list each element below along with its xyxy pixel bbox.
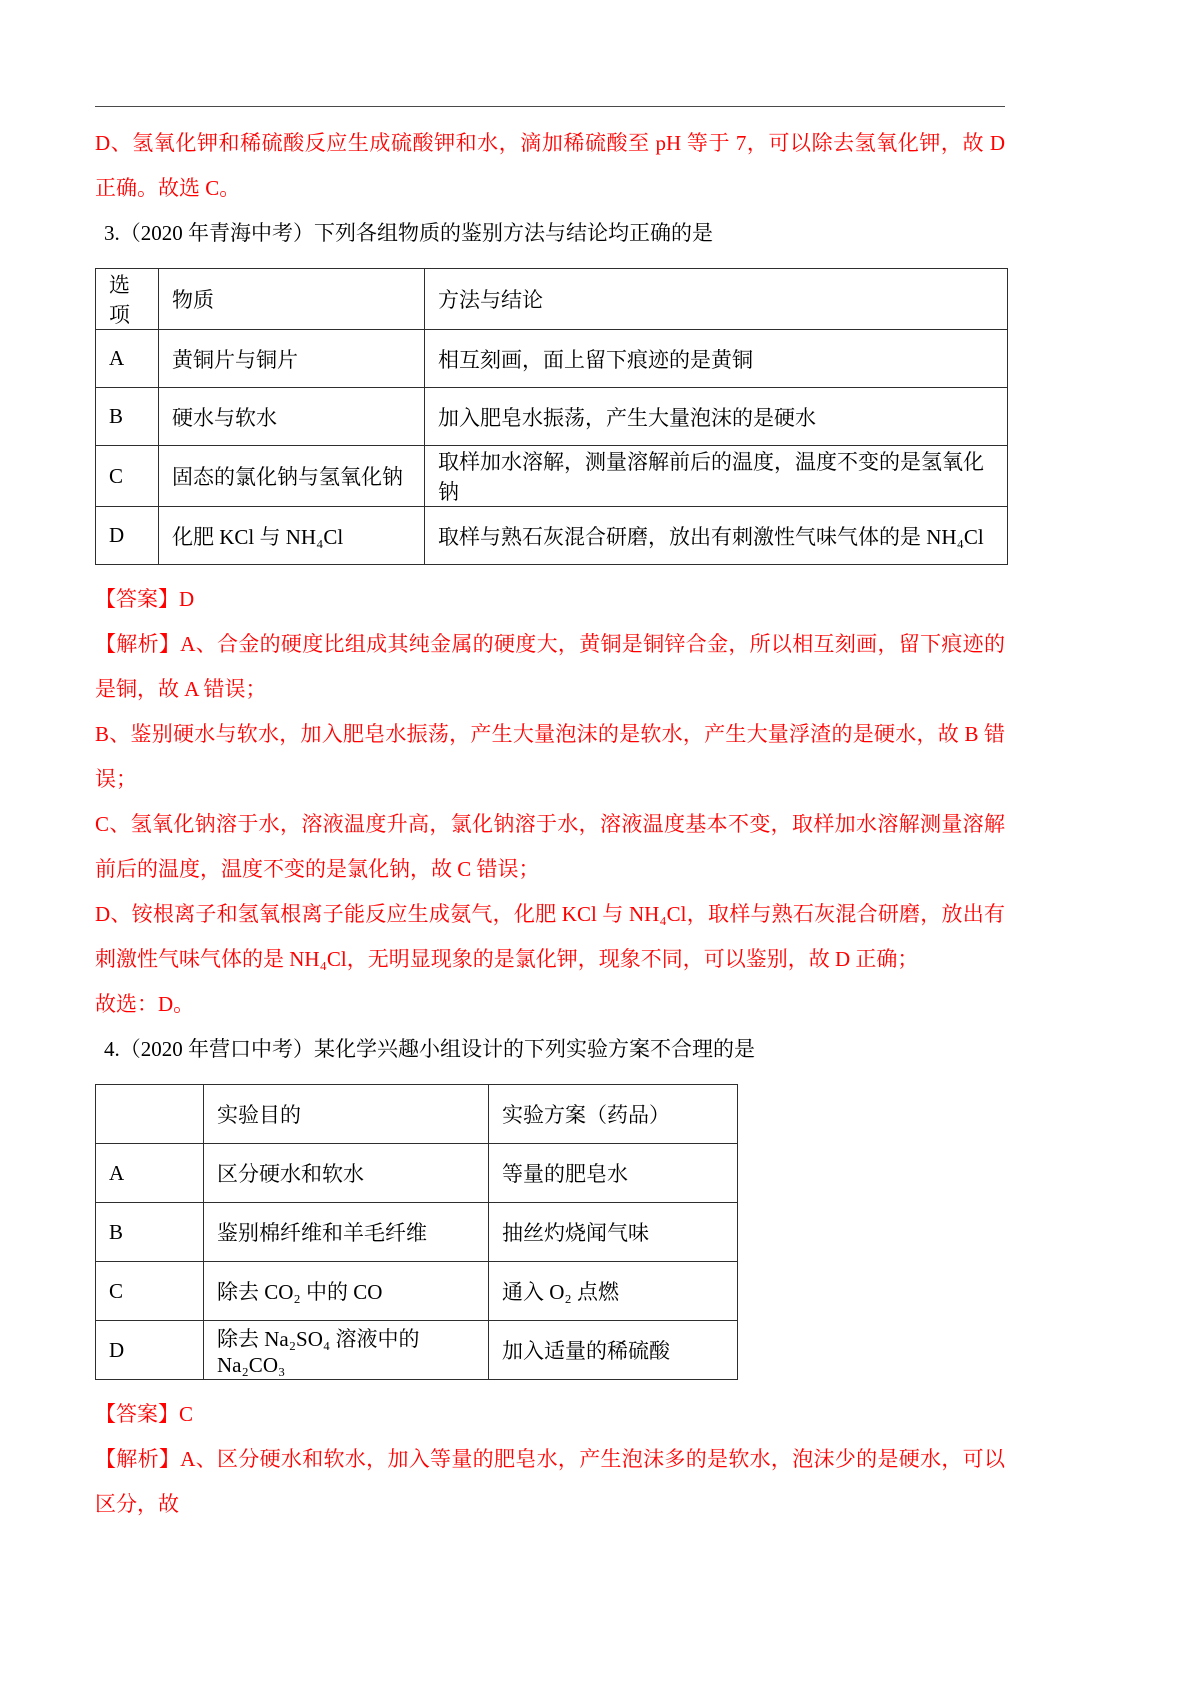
table-row bbox=[96, 1144, 738, 1203]
table-cell: 加入肥皂水振荡，产生大量泡沫的是硬水 bbox=[425, 388, 1008, 446]
q4-answer: 【答案】C bbox=[95, 1402, 194, 1426]
question-4-title: 4.（2020 年营口中考）某化学兴趣小组设计的下列实验方案不合理的是 bbox=[104, 1037, 755, 1061]
table-cell: B bbox=[96, 388, 159, 446]
table-cell: 区分硬水和软水 bbox=[204, 1144, 489, 1203]
table-cell bbox=[96, 1085, 204, 1144]
table-cell: 取样与熟石灰混合研磨，放出有刺激性气味气体的是 NH₄Cl bbox=[425, 507, 1008, 565]
table-row bbox=[96, 507, 1008, 565]
q3-analysis-conclusion: 故选：D。 bbox=[95, 992, 195, 1016]
previous-question-explanation: D、氢氧化钾和稀硫酸反应生成硫酸钾和水，滴加稀硫酸至 pH 等于 7，可以除去氢氧化钾，故 D 正确。故选 C。 bbox=[95, 131, 1005, 200]
table-cell: 鉴别棉纤维和羊毛纤维 bbox=[204, 1203, 489, 1262]
table-cell: 实验目的 bbox=[204, 1085, 489, 1144]
table-cell: 相互刻画，面上留下痕迹的是黄铜 bbox=[425, 330, 1008, 388]
table-cell: A bbox=[96, 330, 159, 388]
table-header-row bbox=[96, 1085, 738, 1144]
table-cell: 固态的氯化钠与氢氧化钠 bbox=[159, 446, 425, 507]
table-cell: 方法与结论 bbox=[425, 269, 1008, 330]
table-row bbox=[96, 1203, 738, 1262]
q3-analysis-line: B、鉴别硬水与软水，加入肥皂水振荡，产生大量泡沫的是软水，产生大量浮渣的是硬水，故 B 错误； bbox=[95, 722, 1005, 791]
table-row bbox=[96, 446, 1008, 507]
table-cell: 取样加水溶解，测量溶解前后的温度，温度不变的是氢氧化钠 bbox=[425, 446, 1008, 507]
table-cell: D bbox=[96, 1321, 204, 1380]
table-cell: A bbox=[96, 1144, 204, 1203]
table-cell: 通入 O₂ 点燃 bbox=[489, 1262, 738, 1321]
question-4-table bbox=[95, 1084, 738, 1380]
table-cell: 实验方案（药品） bbox=[489, 1085, 738, 1144]
table-cell: 加入适量的稀硫酸 bbox=[489, 1321, 738, 1380]
table-cell: 等量的肥皂水 bbox=[489, 1144, 738, 1203]
header-rule bbox=[95, 106, 1005, 107]
table-cell: C bbox=[96, 1262, 204, 1321]
question-3-table bbox=[95, 268, 1008, 565]
question-3-title: 3.（2020 年青海中考）下列各组物质的鉴别方法与结论均正确的是 bbox=[104, 221, 713, 245]
table-cell: 除去 Na₂SO₄ 溶液中的 Na₂CO₃ bbox=[204, 1321, 489, 1380]
table-header-row bbox=[96, 269, 1008, 330]
table-cell: B bbox=[96, 1203, 204, 1262]
q4-analysis-line: 【解析】A、区分硬水和软水，加入等量的肥皂水，产生泡沫多的是软水，泡沫少的是硬水，可以区分，故 bbox=[95, 1447, 1005, 1516]
table-row bbox=[96, 330, 1008, 388]
q3-analysis-line: D、铵根离子和氢氧根离子能反应生成氨气，化肥 KCl 与 NH₄Cl，取样与熟石灰混合研磨，放出有刺激性气味气体的是 NH₄Cl，无明显现象的是氯化钾，现象不同，可以鉴别，故 D 正确； bbox=[95, 902, 1005, 971]
table-cell: 物质 bbox=[159, 269, 425, 330]
table-cell: 抽丝灼烧闻气味 bbox=[489, 1203, 738, 1262]
q3-analysis-line: 【解析】A、合金的硬度比组成其纯金属的硬度大，黄铜是铜锌合金，所以相互刻画，留下痕迹的是铜，故 A 错误； bbox=[95, 632, 1005, 701]
table-row bbox=[96, 388, 1008, 446]
table-cell: 硬水与软水 bbox=[159, 388, 425, 446]
q3-analysis-line: C、氢氧化钠溶于水，溶液温度升高，氯化钠溶于水，溶液温度基本不变，取样加水溶解测量溶解前后的温度，温度不变的是氯化钠，故 C 错误； bbox=[95, 812, 1005, 881]
table-cell: C bbox=[96, 446, 159, 507]
table-cell: 除去 CO₂ 中的 CO bbox=[204, 1262, 489, 1321]
table-row bbox=[96, 1321, 738, 1380]
q3-answer: 【答案】D bbox=[95, 587, 195, 611]
table-row bbox=[96, 1262, 738, 1321]
table-cell: 化肥 KCl 与 NH₄Cl bbox=[159, 507, 425, 565]
table-cell: 黄铜片与铜片 bbox=[159, 330, 425, 388]
table-cell: 选项 bbox=[96, 269, 159, 330]
table-cell: D bbox=[96, 507, 159, 565]
